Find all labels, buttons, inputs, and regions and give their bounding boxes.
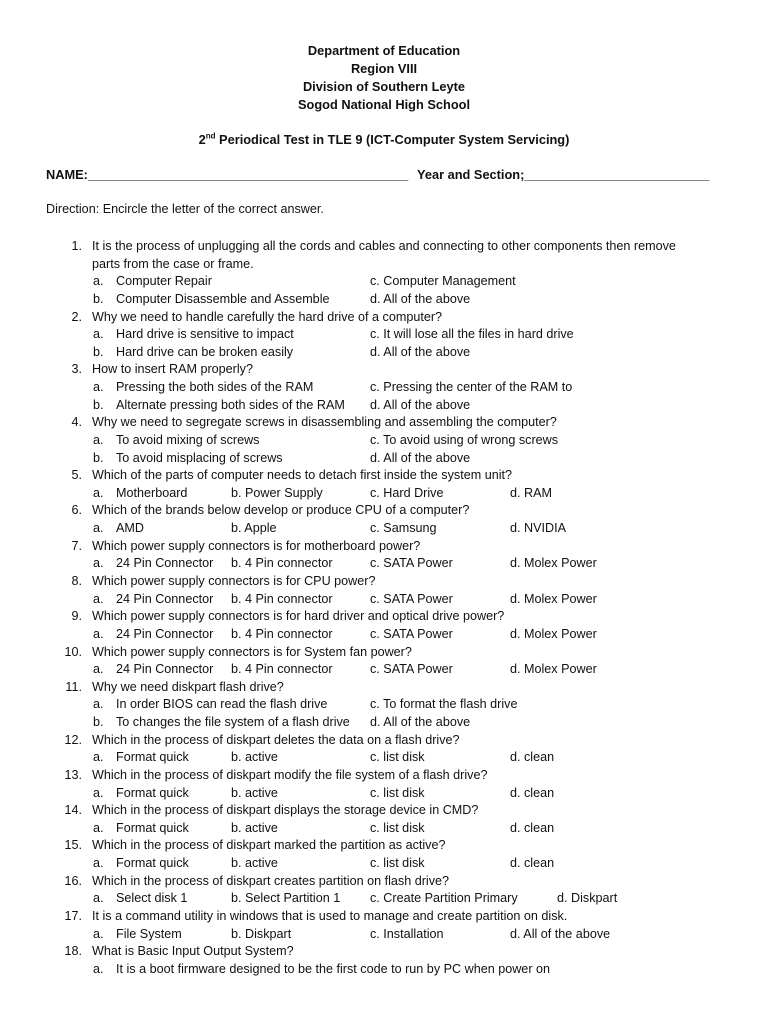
- question-continuation: [0, 255, 768, 273]
- option-row: [0, 695, 768, 713]
- option-choice[interactable]: File System: [116, 926, 182, 941]
- option-letter: a.: [93, 891, 104, 906]
- question-14: [0, 801, 768, 819]
- question-4: [0, 413, 768, 431]
- option-choice[interactable]: b. Diskpart: [231, 926, 292, 941]
- option-letter: a.: [93, 327, 104, 342]
- option-row: [0, 925, 768, 943]
- question-2: [0, 308, 768, 326]
- option-choice[interactable]: 24 Pin Connector: [116, 556, 214, 571]
- option-row: [0, 784, 768, 802]
- option-choice[interactable]: d. Molex Power: [510, 626, 597, 641]
- question-number: 11.: [65, 679, 82, 694]
- question-6: [0, 501, 768, 519]
- question-number: 17.: [64, 908, 82, 923]
- option-choice[interactable]: b. active: [231, 785, 278, 800]
- region-heading: Region VIII: [350, 61, 418, 76]
- option-letter: b.: [93, 715, 104, 729]
- option-choice[interactable]: b. active: [231, 750, 278, 765]
- option-choice[interactable]: 24 Pin Connector: [116, 591, 214, 606]
- option-choice[interactable]: d. clean: [510, 785, 555, 800]
- option-choice[interactable]: b. active: [231, 820, 278, 835]
- option-letter: a.: [93, 626, 104, 641]
- option-letter: a.: [93, 380, 104, 394]
- question-number: 7.: [71, 538, 82, 553]
- option-row: [0, 396, 768, 414]
- question-number: 12.: [64, 732, 82, 747]
- option-choice[interactable]: Format quick: [116, 856, 189, 870]
- option-row: [0, 431, 768, 449]
- option-choice[interactable]: d. Molex Power: [510, 591, 597, 606]
- option-choice[interactable]: c. SATA Power: [370, 662, 453, 677]
- question-1: [0, 237, 768, 255]
- option-choice[interactable]: 24 Pin Connector: [116, 662, 214, 677]
- option-choice[interactable]: b. 4 Pin connector: [231, 556, 333, 571]
- option-letter: a.: [93, 556, 104, 571]
- question-text: Why we need to handle carefully the hard drive of a computer?: [92, 309, 443, 324]
- question-text: Which in the process of diskpart displays the storage device in CMD?: [92, 803, 479, 818]
- option-choice[interactable]: Motherboard: [116, 485, 188, 500]
- option-choice[interactable]: c. SATA Power: [370, 626, 453, 641]
- option-letter: a.: [93, 591, 104, 606]
- option-choice[interactable]: b. Select Partition 1: [231, 891, 341, 906]
- option-choice[interactable]: b. 4 Pin connector: [231, 591, 333, 606]
- question-text: It is a command utility in windows that is used to manage and create partition on disk.: [92, 908, 568, 923]
- question-13: [0, 766, 768, 784]
- option-choice[interactable]: b. Power Supply: [231, 485, 323, 500]
- option-choice[interactable]: Alternate pressing both sides of the RAM: [116, 397, 345, 412]
- option-choice[interactable]: c. Hard Drive: [370, 485, 444, 500]
- question-text: What is Basic Input Output System?: [92, 944, 294, 959]
- question-text: Which in the process of diskpart deletes the data on a flash drive?: [92, 732, 460, 747]
- option-choice[interactable]: c. To avoid using of wrong screws: [370, 432, 559, 447]
- option-choice[interactable]: Format quick: [116, 785, 189, 800]
- question-18: [0, 942, 768, 960]
- option-choice[interactable]: AMD: [116, 521, 144, 536]
- question-15: [0, 836, 768, 854]
- option-choice[interactable]: c. It will lose all the files in hard drive: [370, 327, 574, 342]
- option-row: [0, 889, 768, 907]
- option-choice[interactable]: d. All of the above: [370, 397, 471, 412]
- option-choice[interactable]: d. All of the above: [370, 344, 471, 359]
- question-5: [0, 466, 768, 484]
- question-number: 5.: [71, 468, 82, 483]
- option-letter: b.: [93, 291, 104, 306]
- option-choice[interactable]: To changes the file system of a flash drive: [116, 715, 350, 729]
- question-text: It is the process of unplugging all the cords and cables and connecting to other components then remove: [92, 239, 676, 253]
- name-field[interactable]: NAME:_____________________________________________: [46, 167, 409, 182]
- option-row: [0, 484, 768, 502]
- option-row: [0, 854, 768, 872]
- option-letter: a.: [93, 485, 104, 500]
- option-choice[interactable]: b. 4 Pin connector: [231, 662, 333, 677]
- option-choice[interactable]: d. Diskpart: [557, 891, 618, 906]
- option-row: [0, 449, 768, 467]
- question-number: 18.: [64, 944, 82, 959]
- option-choice[interactable]: d. NVIDIA: [510, 521, 566, 536]
- question-text: Why we need to segregate screws in disassembling and assembling the computer?: [92, 415, 557, 430]
- question-text-continued: parts from the case or frame.: [92, 256, 254, 271]
- option-row: [0, 519, 768, 537]
- option-choice[interactable]: Hard drive can be broken easily: [116, 344, 294, 359]
- question-number: 4.: [71, 415, 82, 430]
- option-letter: a.: [93, 926, 104, 941]
- option-row: [0, 290, 768, 308]
- question-text: Which of the parts of computer needs to detach first inside the system unit?: [92, 468, 513, 483]
- option-choice[interactable]: c. Installation: [370, 926, 444, 941]
- question-number: 10.: [64, 644, 82, 659]
- option-choice[interactable]: In order BIOS can read the flash drive: [116, 697, 328, 712]
- option-choice[interactable]: c. list disk: [370, 856, 425, 870]
- option-choice[interactable]: b. Apple: [231, 521, 277, 536]
- option-choice[interactable]: 24 Pin Connector: [116, 626, 214, 641]
- question-text: Which power supply connectors is for System fan power?: [92, 644, 412, 659]
- option-choice[interactable]: d. All of the above: [370, 715, 471, 729]
- question-number: 1.: [71, 239, 82, 253]
- question-8: [0, 572, 768, 590]
- option-row: [0, 660, 768, 678]
- option-choice[interactable]: d. All of the above: [370, 450, 471, 465]
- option-choice[interactable]: c. Create Partition Primary: [370, 891, 518, 906]
- option-choice[interactable]: d. Molex Power: [510, 556, 597, 571]
- option-choice[interactable]: c. Samsung: [370, 521, 437, 536]
- option-row: [0, 554, 768, 572]
- question-number: 14.: [64, 803, 82, 818]
- question-text: Which in the process of diskpart marked the partition as active?: [92, 838, 446, 853]
- option-row: [0, 713, 768, 731]
- option-choice[interactable]: To avoid misplacing of screws: [116, 450, 283, 465]
- option-choice[interactable]: c. Computer Management: [370, 274, 516, 289]
- option-choice[interactable]: d. clean: [510, 820, 555, 835]
- question-text: How to insert RAM properly?: [92, 362, 253, 377]
- option-choice[interactable]: c. list disk: [370, 750, 425, 765]
- question-12: [0, 731, 768, 749]
- option-choice[interactable]: Computer Disassemble and Assemble: [116, 291, 330, 306]
- option-letter: b.: [93, 450, 104, 465]
- option-choice[interactable]: Pressing the both sides of the RAM: [116, 380, 314, 394]
- option-row: [0, 748, 768, 766]
- option-row: [0, 625, 768, 643]
- question-number: 8.: [71, 574, 82, 588]
- question-text: Which power supply connectors is for CPU power?: [92, 574, 376, 588]
- option-letter: a.: [93, 662, 104, 677]
- option-row: [0, 590, 768, 608]
- option-row: [0, 819, 768, 837]
- option-letter: a.: [93, 274, 104, 289]
- school-heading: Sogod National High School: [297, 97, 471, 112]
- option-letter: a.: [93, 521, 104, 536]
- year-section-field[interactable]: Year and Section;__________________________: [417, 167, 710, 182]
- option-choice[interactable]: Format quick: [116, 750, 189, 765]
- option-row: [0, 378, 768, 396]
- question-17: [0, 907, 768, 925]
- option-row: [0, 272, 768, 290]
- option-choice[interactable]: b. active: [231, 856, 278, 870]
- department-heading: Department of Education: [307, 43, 461, 58]
- question-number: 6.: [71, 503, 82, 518]
- option-choice[interactable]: d. clean: [510, 856, 555, 870]
- question-9: [0, 607, 768, 625]
- option-choice[interactable]: Hard drive is sensitive to impact: [116, 327, 294, 342]
- question-16: [0, 872, 768, 890]
- option-choice[interactable]: b. 4 Pin connector: [231, 626, 333, 641]
- option-letter: a.: [93, 432, 104, 447]
- question-number: 9.: [71, 609, 82, 624]
- question-text: Which in the process of diskpart creates partition on flash drive?: [92, 873, 449, 888]
- option-letter: a.: [93, 856, 104, 870]
- option-choice[interactable]: To avoid mixing of screws: [116, 432, 260, 447]
- direction-text: Direction: Encircle the letter of the correct answer.: [46, 202, 324, 216]
- question-text: Which power supply connectors is for hard driver and optical drive power?: [92, 609, 505, 624]
- question-text: Which in the process of diskpart modify the file system of a flash drive?: [92, 767, 488, 782]
- option-choice[interactable]: c. Pressing the center of the RAM to: [370, 380, 573, 394]
- option-letter: b.: [93, 397, 104, 412]
- option-choice[interactable]: d. All of the above: [370, 291, 471, 306]
- option-choice[interactable]: c. SATA Power: [370, 556, 453, 571]
- option-row: [0, 343, 768, 361]
- option-letter: a.: [93, 785, 104, 800]
- option-letter: a.: [93, 961, 104, 976]
- option-choice[interactable]: It is a boot firmware designed to be the first code to run by PC when power on: [116, 961, 551, 976]
- question-number: 3.: [71, 362, 82, 377]
- option-choice[interactable]: d. RAM: [510, 485, 552, 500]
- option-choice[interactable]: Computer Repair: [116, 274, 212, 289]
- option-choice[interactable]: c. SATA Power: [370, 591, 453, 606]
- question-number: 2.: [71, 309, 82, 324]
- question-number: 13.: [64, 767, 82, 782]
- test-title: 2nd Periodical Test in TLE 9 (ICT-Computer System Servicing): [198, 131, 570, 147]
- question-number: 16.: [64, 873, 82, 888]
- question-text: Which power supply connectors is for motherboard power?: [92, 538, 421, 553]
- option-row: [0, 960, 768, 978]
- option-letter: a.: [93, 750, 104, 765]
- option-choice[interactable]: Select disk 1: [116, 891, 188, 906]
- question-3: [0, 360, 768, 378]
- option-letter: a.: [93, 697, 104, 712]
- division-heading: Division of Southern Leyte: [302, 79, 466, 94]
- option-choice[interactable]: c. To format the flash drive: [370, 697, 518, 712]
- question-text: Which of the brands below develop or produce CPU of a computer?: [92, 503, 470, 518]
- option-choice[interactable]: d. clean: [510, 750, 555, 765]
- question-7: [0, 537, 768, 555]
- question-11: [0, 678, 768, 696]
- option-choice[interactable]: c. list disk: [370, 820, 425, 835]
- option-choice[interactable]: d. All of the above: [510, 926, 611, 941]
- question-number: 15.: [64, 838, 82, 853]
- question-10: [0, 643, 768, 661]
- question-text: Why we need diskpart flash drive?: [92, 679, 284, 694]
- option-row: [0, 325, 768, 343]
- option-choice[interactable]: Format quick: [116, 820, 189, 835]
- option-choice[interactable]: c. list disk: [370, 785, 425, 800]
- option-letter: b.: [93, 344, 104, 359]
- option-letter: a.: [93, 820, 104, 835]
- option-choice[interactable]: d. Molex Power: [510, 662, 597, 677]
